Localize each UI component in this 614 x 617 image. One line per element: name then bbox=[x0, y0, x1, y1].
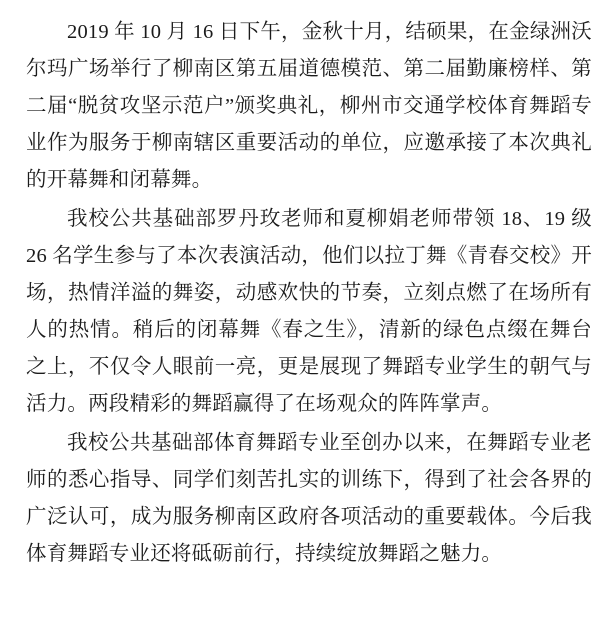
paragraph-2: 我校公共基础部罗丹玫老师和夏柳娟老师带领 18、19 级 26 名学生参与了本次表演活动，他们以拉丁舞《青春交校》开场，热情洋溢的舞姿，动感欢快的节奏，立刻点燃了在场所有人的热情。稍后的闭幕舞《春之生》，清新的绿色点缀在舞台之上，不仅令人眼前一亮，更是展现了舞蹈专业学生的朝气与活力。两段精彩的舞蹈赢得了在场观众的阵阵掌声。 bbox=[26, 208, 592, 415]
paragraph-3: 我校公共基础部体育舞蹈专业至创办以来，在舞蹈专业老师的悉心指导、同学们刻苦扎实的训练下，得到了社会各界的广泛认可，成为服务柳南区政府各项活动的重要载体。今后我体育舞蹈专业还将砥砺前行，持续绽放舞蹈之魅力。 bbox=[26, 432, 592, 565]
paragraph-1: 2019 年 10 月 16 日下午，金秋十月，结硕果，在金绿洲沃尔玛广场举行了柳南区第五届道德模范、第二届勤廉榜样、第二届“脱贫攻坚示范户”颁奖典礼，柳州市交通学校体育舞蹈专业作为服务于柳南辖区重要活动的单位，应邀承接了本次典礼的开幕舞和闭幕舞。 bbox=[26, 21, 592, 191]
